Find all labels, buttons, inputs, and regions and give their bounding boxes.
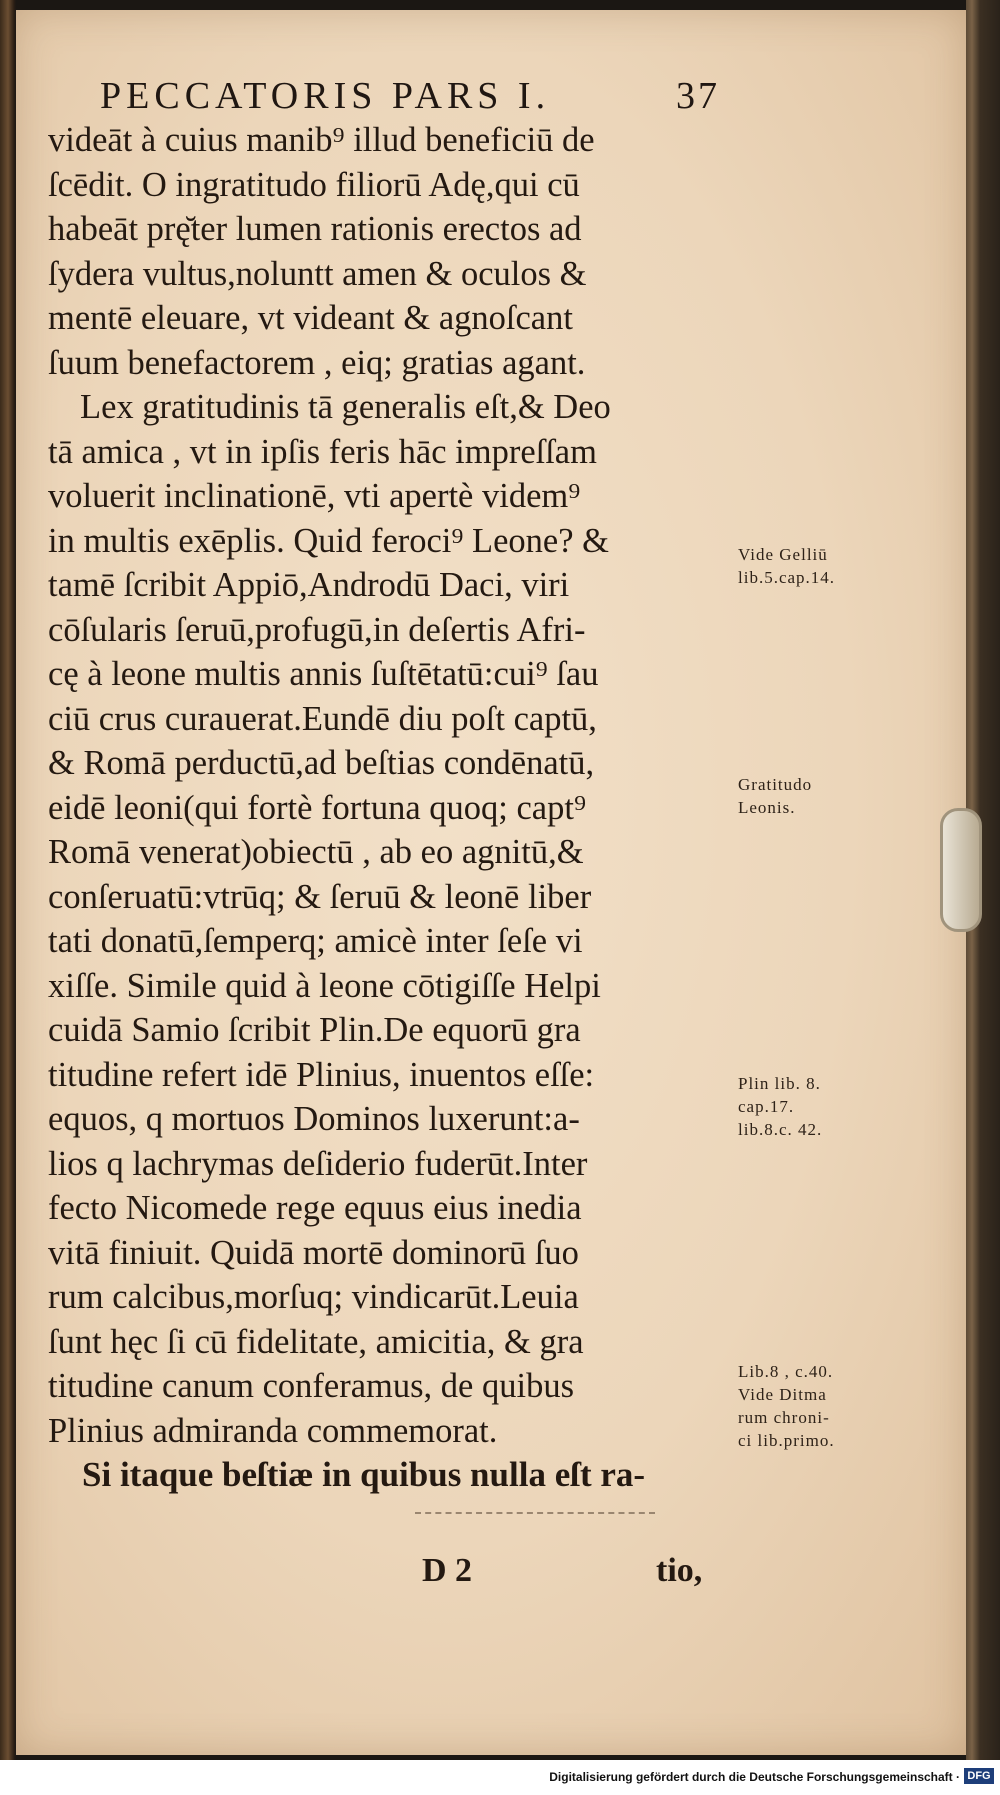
text-line: lios q lachrymas deſiderio fuderūt.Inter: [48, 1144, 588, 1183]
text-line: Si itaque beſtiæ in quibus nulla eſt ra-: [82, 1455, 646, 1494]
text-line: ſunt hęc ſi cū fidelitate, amicitia, & gra: [48, 1322, 584, 1361]
text-line: eidē leoni(qui fortè fortuna quoq; capt⁹: [48, 788, 586, 827]
main-text-block: [48, 118, 738, 1498]
margin-note: [738, 1072, 898, 1141]
text-line: titudine canum conferamus, de quibus: [48, 1367, 574, 1405]
margin-note-line: lib.5.cap.14.: [738, 568, 836, 587]
text-line: & Romā perductū,ad beſtias condēnatū,: [48, 744, 595, 782]
text-line: equos, q mortuos Dominos luxerunt:a-: [48, 1100, 580, 1138]
text-line: ſydera vultus,noluntt amen & oculos &: [48, 254, 587, 293]
margin-note-line: Vide Ditma: [738, 1385, 827, 1404]
text-line: rum calcibus,morſuq; vindicarūt.Leuia: [48, 1278, 579, 1316]
text-line: ſuum benefactorem , eiq; gratias agant.: [48, 343, 586, 382]
text-line: cę à leone multis annis ſuſtētatū:cui⁹ ſau: [48, 655, 599, 693]
text-line: ſcēdit. O ingratitudo filiorū Adę,qui cū: [48, 165, 580, 204]
page-clip: [940, 808, 982, 932]
text-line: titudine refert idē Plinius, inuentos eſſe:: [48, 1055, 595, 1094]
margin-note-line: Leonis.: [738, 798, 796, 817]
dfg-logo-icon: DFG: [964, 1768, 994, 1784]
signature-mark: D 2: [422, 1552, 473, 1589]
margin-note: [738, 773, 898, 819]
margin-note-line: lib.8.c. 42.: [738, 1120, 823, 1139]
text-line: cuidā Samio ſcribit Plin.De equorū gra: [48, 1011, 581, 1049]
margin-note-line: Gratitudo: [738, 775, 813, 794]
text-line: conſeruatū:vtrūq; & ſeruū & leonē liber: [48, 877, 592, 916]
margin-note-line: ci lib.primo.: [738, 1431, 835, 1450]
margin-note-line: rum chroni-: [738, 1408, 830, 1427]
margin-note: [738, 543, 898, 589]
running-header: [100, 74, 720, 122]
text-line: Plinius admiranda commemorat.: [48, 1411, 498, 1450]
text-line: in multis exēplis. Quid feroci⁹ Leone? &: [48, 521, 610, 560]
text-line: fecto Nicomede rege equus eius inedia: [48, 1189, 582, 1227]
text-line: cōſularis ſeruū,profugū,in deſertis Afri-: [48, 610, 586, 649]
print-rule: [415, 1512, 655, 1516]
margin-note-line: cap.17.: [738, 1097, 795, 1116]
margin-note-line: Plin lib. 8.: [738, 1074, 821, 1093]
catchword: tio,: [656, 1552, 703, 1589]
text-line: tamē ſcribit Appiō,Androdū Daci, viri: [48, 566, 570, 604]
text-line: ciū crus curauerat.Eundē diu poſt captū,: [48, 699, 597, 738]
margin-note-line: Vide Gelliū: [738, 545, 828, 564]
text-line: xiſſe. Simile quid à leone cōtigiſſe Helpi: [48, 966, 601, 1005]
text-line: Romā venerat)obiectū , ab eo agnitū,&: [48, 833, 584, 871]
margin-note: [738, 1360, 898, 1452]
margin-note-line: Lib.8 , c.40.: [738, 1362, 834, 1381]
running-title: PECCATORIS PARS I.: [100, 75, 551, 117]
text-line: habeāt prę̆ter lumen rationis erectos ad: [48, 210, 582, 248]
text-line: tā amica , vt in ipſis feris hāc impreſſam: [48, 432, 597, 471]
digitization-footer: [0, 1760, 1000, 1795]
text-line: voluerit inclinationē, vti apertè videm⁹: [48, 477, 581, 515]
text-line: Lex gratitudinis tā generalis eſt,& Deo: [80, 388, 611, 426]
text-line: mentē eleuare, vt videant & agnoſcant: [48, 299, 573, 337]
text-line: vitā finiuit. Quidā mortē dominorū ſuo: [48, 1233, 579, 1272]
page-number: 37: [676, 75, 720, 117]
footer-credit: Digitalisierung gefördert durch die Deutsche Forschungsgemeinschaft ·: [549, 1770, 960, 1784]
text-line: videāt à cuius manib⁹ illud beneficiū de: [48, 121, 595, 159]
text-line: tati donatū,ſemperq; amicè inter ſeſe vi: [48, 922, 583, 960]
